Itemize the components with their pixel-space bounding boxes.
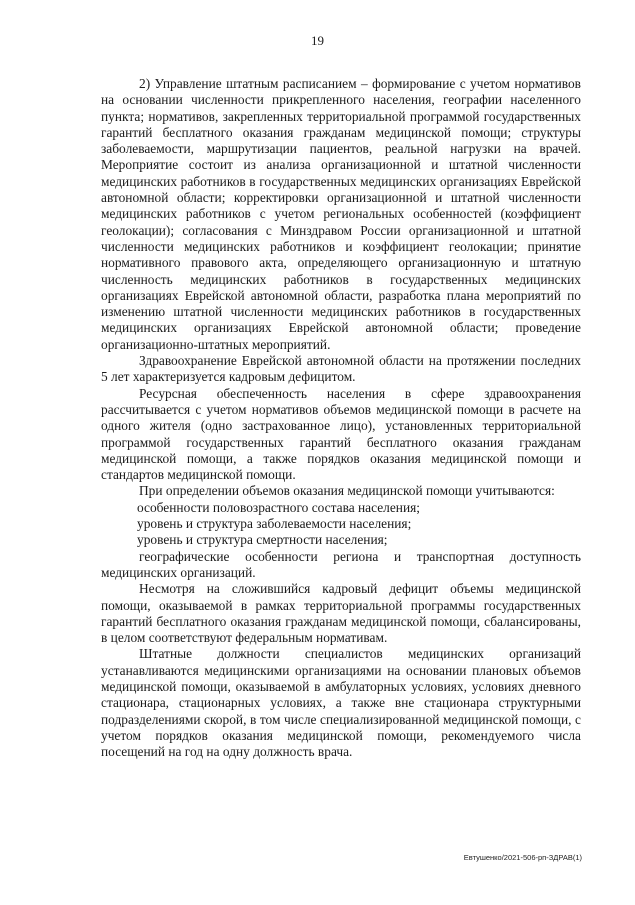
paragraph-staff-positions: Штатные должности специалистов медицинских организаций устанавливаются медицинскими организациями на основании плановых объемов медицинской помощи, оказываемой в амбулаторных условиях, условиях дневного стационара, стационарных условиях, а также вне стационара структурными подразделениями скорой, в том числе специализированной медицинской помощи, с учетом порядков оказания медицинской помощи, рекомендуемого числа посещений на год на одну должность врача.: [101, 646, 581, 760]
document-body: [101, 76, 581, 760]
paragraph-staffing-management: 2) Управление штатным расписанием – формирование с учетом нормативов на основании численности прикрепленного населения, географии населенного пункта; нормативов, закрепленных территориальной программой государственных гарантий бесплатного оказания гражданам медицинской помощи; структуры заболеваемости, маршрутизации пациентов, реальной нагрузки на врачей. Мероприятие состоит из анализа организационной и штатной численности медицинских работников в государственных медицинских организациях Еврейской автономной области; корректировки организационной и штатной численности медицинских работников с учетом региональных особенностей (коэффициент геолокации); согласования с Минздравом России организационной и штатной численности медицинских работников и коэффициент геолокации; принятие нормативного правового акта, определяющего организационную и штатную численность медицинских работников в государственных медицинских организациях Еврейской автономной области, разработка плана мероприятий по изменению штатной численности медицинских работников в государственных медицинских организациях Еврейской автономной области; проведение организационно-штатных мероприятий.: [101, 76, 581, 352]
paragraph-staff-deficit: Здравоохранение Еврейской автономной области на протяжении последних 5 лет характеризуется кадровым дефицитом.: [101, 353, 581, 385]
list-item-morbidity: уровень и структура заболеваемости населения;: [137, 516, 412, 532]
page-number: 19: [311, 33, 324, 48]
list-item-mortality: уровень и структура смертности населения;: [137, 532, 388, 548]
document-footer-code: Евтушенко/2021-506-рп-ЗДРАВ(1): [463, 853, 582, 862]
list-item-geography: географические особенности региона и транспортная доступность медицинских организаций.: [101, 548, 581, 580]
list-item-age-sex-structure: особенности половозрастного состава населения;: [137, 499, 421, 515]
paragraph-balanced-volumes: Несмотря на сложившийся кадровый дефицит объемы медицинской помощи, оказываемой в рамках территориальной программы государственных гарантий бесплатного оказания гражданам медицинской помощи, сбалансированы, в целом соответствуют федеральным нормативам.: [101, 581, 581, 646]
paragraph-resource-supply: Ресурсная обеспеченность населения в сфере здравоохранения рассчитывается с учетом нормативов объемов медицинской помощи в расчете на одного жителя (одно застрахованное лицо), установленных территориальной программой государственных гарантий бесплатного оказания гражданам медицинской помощи, а также порядков оказания медицинской помощи и стандартов медицинской помощи.: [101, 385, 581, 483]
paragraph-volume-determination: При определении объемов оказания медицинской помощи учитываются:: [139, 483, 555, 499]
